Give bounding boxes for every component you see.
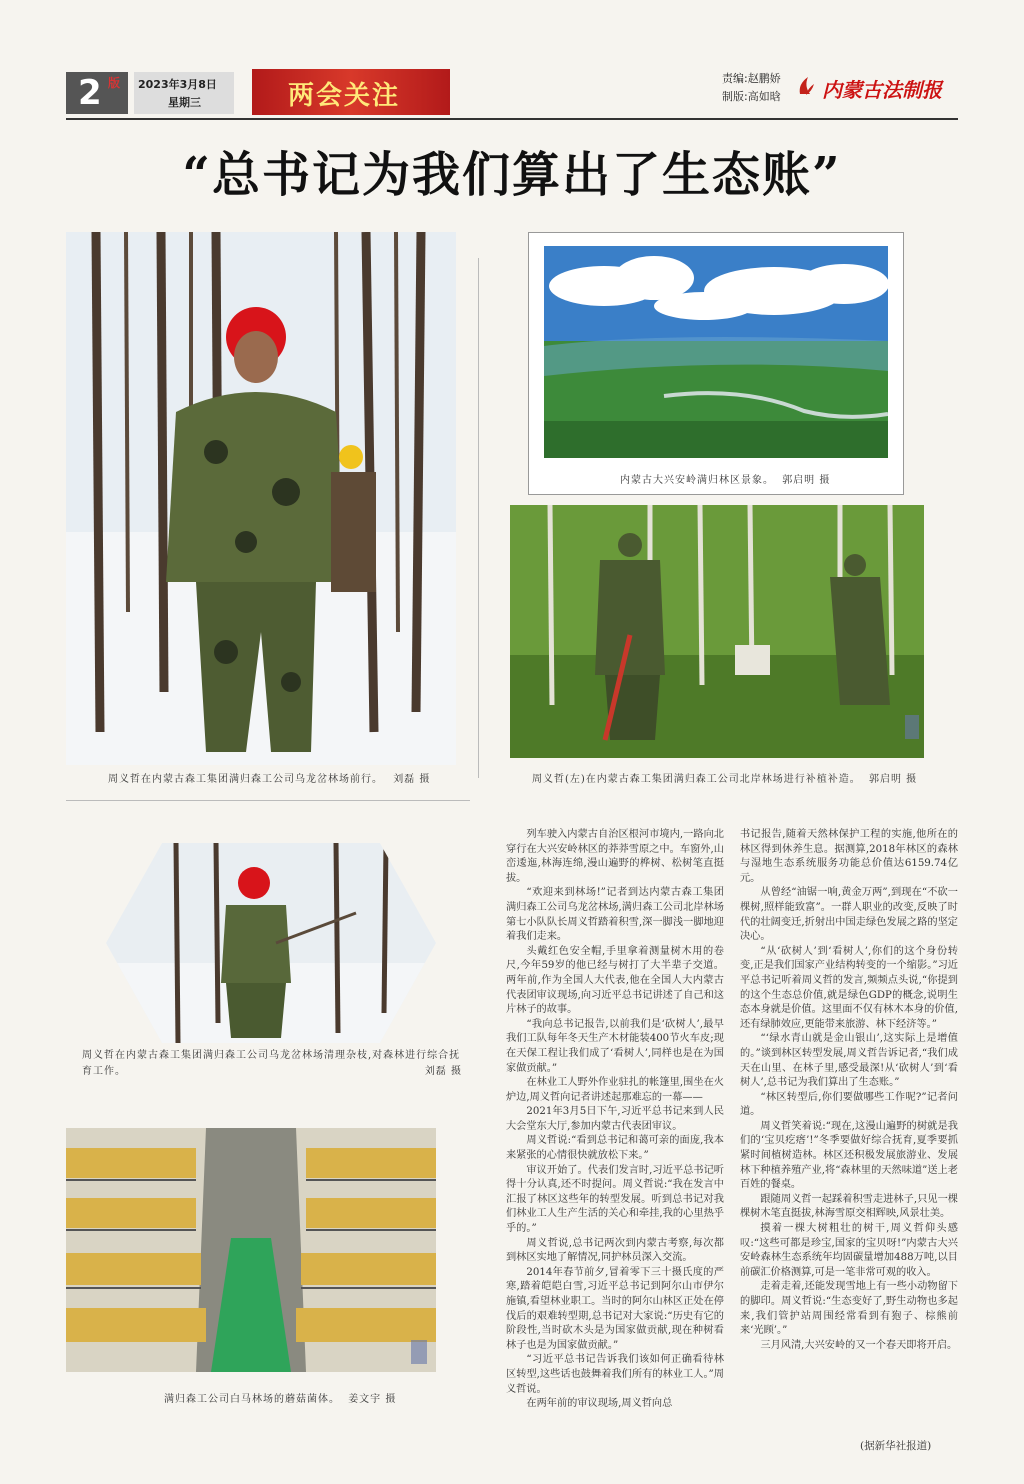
photo-caption-4 (82, 1048, 462, 1080)
page-number: 2 (78, 73, 102, 113)
issue-date-block (138, 76, 217, 112)
section-rule (66, 800, 470, 801)
producer: 制版:高如晗 (722, 90, 781, 103)
photo-mushroom-shelves (66, 1128, 436, 1372)
article-paragraph: 跟随周义哲一起踩着积雪走进林子,只见一棵棵树木笔直挺拔,林海雪原交相辉映,风景壮美。 (740, 1193, 958, 1220)
article-paragraph: 走着走着,还能发现雪地上有一些小动物留下的脚印。周义哲说:“生态变好了,野生动物也多起来,我们管护站周围经常看到有狍子、棕熊前来‘光顾’。” (740, 1281, 958, 1337)
newspaper-logo-icon (796, 74, 816, 98)
photo-caption-2 (620, 473, 880, 489)
article-paragraph: 从曾经“油锯一响,黄金万两”,到现在“不砍一棵树,照样能致富”。一群人职业的改变,反映了时代的壮阔变迁,折射出中国走绿色发展之路的坚定决心。 (740, 887, 958, 943)
section-banner (252, 69, 450, 115)
photo-credit-5: 姜文宇 摄 (348, 1394, 397, 1405)
header-rule (66, 118, 958, 120)
photo-caption-2-text: 内蒙古大兴安岭满归林区景象。 (620, 475, 774, 486)
article-paragraph: 三月风清,大兴安岭的又一个春天即将开启。 (760, 1339, 958, 1351)
photo-credit-2: 郭启明 摄 (782, 475, 831, 486)
article-paragraph: “习近平总书记告诉我们该如何正确看待林区转型,这些话也鼓舞着我们所有的林业工人。”周义哲说。 (506, 1354, 724, 1395)
photo-forester-walking-snow (66, 232, 456, 765)
article-paragraph: 在两年前的审议现场,周义哲向总 (526, 1398, 673, 1410)
photo-caption-1 (108, 772, 468, 788)
editor-credits (722, 70, 781, 106)
section-title: 两会关注 (288, 81, 401, 111)
page-suffix: 版 (108, 76, 121, 90)
article-paragraph: “欢迎来到林场!”记者到达内蒙古森工集团满归森工公司乌龙岔林场,满归森工公司北岸林场第七小队队长周义哲踏着积雪,深一脚浅一脚地迎着我们走来。 (506, 887, 724, 943)
photo-caption-5-text: 满归森工公司白马林场的蘑菇菌体。 (164, 1394, 340, 1405)
article-paragraph: 摸着一棵大树粗壮的树干,周义哲仰头感叹:“这些可都是珍宝,国家的宝贝呀!”内蒙古大兴安岭森林生态系统年均固碳量增加488万吨,以目前碳汇价格测算,可是一笔非常可观的收入。 (740, 1223, 958, 1278)
photo-workers-planting (510, 505, 924, 758)
article-paragraph: “从‘砍树人’到‘看树人’,你们的这个身份转变,正是我们国家产业结构转变的一个缩影。”习近平总书记听着周义哲的发言,频频点头说,“你提到的这个生态总价值,就是绿色GDP的概念,说明生态本身就是价值。这里面不仅有林木本身的价值,还有绿肺效应,更能带来旅游、林下经济等。” (740, 945, 958, 1030)
article-paragraph: “‘绿水青山就是金山银山’,这实际上是增值的。”谈到林区转型发展,周义哲告诉记者,“我们成天在山里、在林子里,感受最深!从‘砍树人’到‘看树人’,总书记为我们算出了生态账。” (740, 1033, 958, 1089)
photo-caption-5 (164, 1392, 444, 1408)
article-paragraph: 在林业工人野外作业驻扎的帐篷里,围坐在火炉边,周义哲向记者讲述起那难忘的一幕—— (506, 1077, 724, 1103)
issue-weekday: 星期三 (168, 96, 201, 109)
photo-credit-4: 刘磊 摄 (424, 1066, 462, 1077)
issue-date: 2023年3月8日 (138, 78, 217, 91)
article-paragraph: 周义哲说:“看到总书记和蔼可亲的面庞,我本来紧张的心情很快就放松下来。” (506, 1135, 724, 1162)
photo-credit-1: 刘磊 摄 (393, 774, 431, 785)
article-paragraph: 2014年春节前夕,冒着零下三十摄氏度的严寒,踏着皑皑白雪,习近平总书记到阿尔山市伊尔施镇,看望林业职工。当时的阿尔山林区正处在停伐后的艰难转型期,总书记对大家说:“历史有它的阶段性,当时砍木头是为国家做贡献,现在种树看林子也是为国家做贡献。” (506, 1266, 724, 1351)
article-paragraph: 2021年3月5日下午,习近平总书记来到人民大会堂东大厅,参加内蒙古代表团审议。 (506, 1106, 724, 1132)
headline: “总书记为我们算出了生态账” (182, 147, 842, 203)
article-column-1 (506, 828, 724, 1412)
article-paragraph: 审议开始了。代表们发言时,习近平总书记听得十分认真,还不时提问。周义哲说:“我在发言中汇报了林区这些年的转型发展。听到总书记对我们林业工人生产生活的关心和牵挂,我的心里热乎乎的。” (506, 1164, 724, 1235)
article-source: (据新华社报道) (860, 1440, 932, 1452)
photo-credit-3: 郭启明 摄 (869, 774, 918, 785)
editor: 责编:赵鹏娇 (722, 72, 781, 85)
article-paragraph: 列车驶入内蒙古自治区根河市境内,一路向北穿行在大兴安岭林区的莽莽雪原之中。车窗外,山峦逶迤,林海连绵,漫山遍野的桦树、松树笔直挺拔。 (506, 829, 724, 884)
article-column-2 (740, 828, 958, 1353)
article-paragraph: 头戴红色安全帽,手里拿着测量树木用的卷尺,今年59岁的他已经与树打了大半辈子交道。两年前,作为全国人大代表,他在全国人大内蒙古代表团审议现场,向习近平总书记讲述了自己和这片林子的故事。 (506, 945, 724, 1016)
article-paragraph: “林区转型后,你们要做哪些工作呢?”记者问道。 (740, 1091, 958, 1118)
photo-caption-1-text: 周义哲在内蒙古森工集团满归森工公司乌龙岔林场前行。 (108, 774, 383, 785)
photo-forester-pruning (106, 843, 436, 1043)
article-paragraph: 周义哲说,总书记两次到内蒙古考察,每次都到林区实地了解情况,同护林员深入交流。 (506, 1237, 724, 1264)
article-paragraph: 书记报告,随着天然林保护工程的实施,他所在的林区得到休养生息。据测算,2018年林区的森林与湿地生态系统服务功能总价值达6159.74亿元。 (740, 829, 958, 884)
photo-caption-4-text: 周义哲在内蒙古森工集团满归森工公司乌龙岔林场清理杂枝,对森林进行综合抚育工作。 (82, 1050, 461, 1077)
article-paragraph: “我向总书记报告,以前我们是‘砍树人’,最早我们工队每年冬天生产木材能装400节火车皮;现在天保工程让我们成了‘看树人’,同样也是在为国家做贡献。” (506, 1018, 724, 1074)
photo-caption-3-text: 周义哲(左)在内蒙古森工集团满归森工公司北岸林场进行补植补造。 (532, 774, 861, 785)
photo-divider (478, 258, 479, 778)
article-paragraph: 周义哲笑着说:“现在,这漫山遍野的树就是我们的‘宝贝疙瘩’!”冬季要做好综合抚育,夏季要抓紧时间植树造林。林区还积极发展旅游业、发展林下种植养殖产业,将“森林里的天然味道”送上老百姓的餐桌。 (740, 1120, 958, 1191)
photo-landscape-forest (544, 246, 888, 458)
newspaper-logo: 内蒙古法制报 (822, 78, 942, 102)
photo-caption-3 (532, 772, 932, 788)
page-number-box (66, 72, 128, 114)
